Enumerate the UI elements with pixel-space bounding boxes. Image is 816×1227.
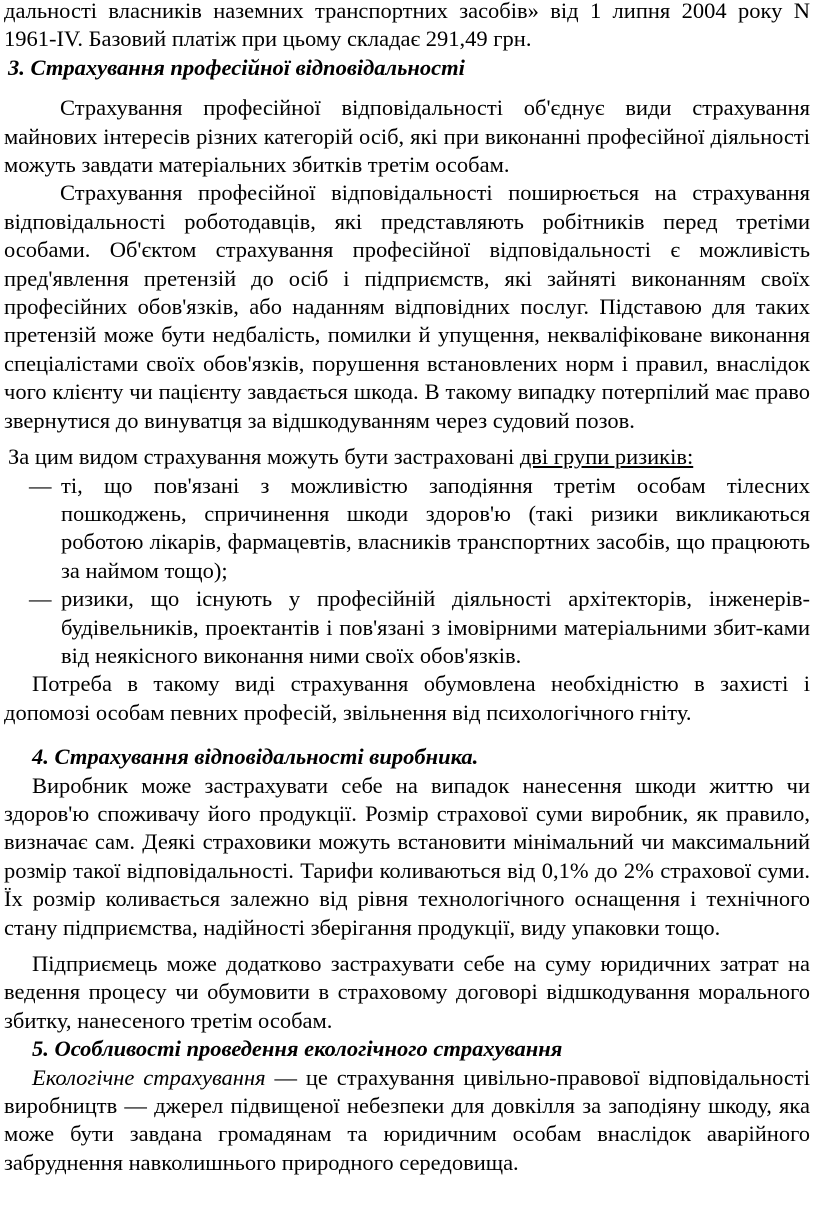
section-5-heading: 5. Особливості проведення екологічного страхування xyxy=(32,1036,563,1062)
ecological-insurance-term: Екологічне страхування xyxy=(32,1064,266,1090)
list-item xyxy=(4,472,810,586)
dash-marker: — xyxy=(29,586,52,612)
section-3-paragraph-1: Страхування професійної відповідальності об'єднує види страхування майнових інтересів різних категорій осіб, які при виконанні професійної діяльності можуть завдати матеріальних збитків третім особам. xyxy=(4,95,810,178)
list-item-text: ті, що пов'язані з можливістю заподіяння третім особам тілесних пошкоджень, спричинення шкоди здоров'ю (такі ризики викликаються роботою лікарів, фармацевтів, власників транспортних засобів, що працюють за наймом тощо); xyxy=(61,472,810,583)
section-3-paragraph-2: Страхування професійної відповідальності поширюється на страхування відповідальності роботодавців, які представляють робітників перед третіми особами. Об'єктом страхування професійної відповідальності є можливість пред'явлення претензій до осіб і підприємств, які зайняті виконанням своїх професійних обов'язків, або наданням відповідних послуг. Підставою для таких претензій може бути недбалість, помилки й упущення, некваліфіковане виконання спеціалістами своїх обов'язків, порушення встановлених норм і правил, внаслідок чого клієнту чи пацієнту завдається шкода. В такому випадку потерпілий має право звернутися до винуватця за відшкодуванням через судовий позов. xyxy=(4,180,810,433)
risk-groups-underlined: дві групи ризиків: xyxy=(519,444,694,470)
section-4-paragraph-2: Підприємець може додатково застрахувати себе на суму юридичних затрат на ведення процесу чи обумовити в страховому договорі відшкодування морального збитку, нанесеного третім особам. xyxy=(4,951,810,1033)
risks-intro-text: За цим видом страхування можуть бути застраховані xyxy=(8,444,520,470)
list-item xyxy=(4,585,810,670)
ecological-insurance-definition: — це страхування цивільно-правової відповідальності виробництв — джерел підвищеної небезпеки для довкілля за заподіяну шкоду, яка може бути завдана громадянам та юридичним особам внаслідок аварійного забруднення навколишнього природного середовища. xyxy=(4,1064,810,1175)
section-3-paragraph-4: Потреба в такому виді страхування обумовлена необхідністю в захисті і допомозі особам певних професій, звільнення від психологічного гніту. xyxy=(4,671,810,725)
dash-marker: — xyxy=(29,472,52,498)
intro-paragraph: дальності власників наземних транспортних засобів» від 1 липня 2004 року N 1961-IV. Базовий платіж при цьому складає 291,49 грн. xyxy=(4,0,810,52)
section-5-paragraph-1 xyxy=(4,1064,810,1178)
risk-groups-list xyxy=(4,472,810,671)
section-3-paragraph-3 xyxy=(4,443,810,471)
list-item-text: ризики, що існують у професійній діяльності архітекторів, інженерів-будівельників, проектантів і пов'язані з імовірними матеріальними збит-ками від неякісного виконання ними своїх обов'язків. xyxy=(61,586,810,668)
section-3-heading: 3. Страхування професійної відповідальності xyxy=(8,54,465,80)
section-4-paragraph-1: Виробник може застрахувати себе на випадок нанесення шкоди життю чи здоров'ю споживачу його продукції. Розмір страхової суми виробник, як правило, визначає сам. Деякі страховики можуть встановити мінімальний чи максимальний розмір такої відповідальності. Тарифи коливаються від 0,1% до 2% страхової суми. Їх розмір коливається залежно від рівня технологічного оснащення і технічного стану підприємства, надійності зберігання продукції, виду упаковки тощо. xyxy=(4,772,810,940)
section-4-heading: 4. Страхування відповідальності виробника. xyxy=(32,744,479,770)
